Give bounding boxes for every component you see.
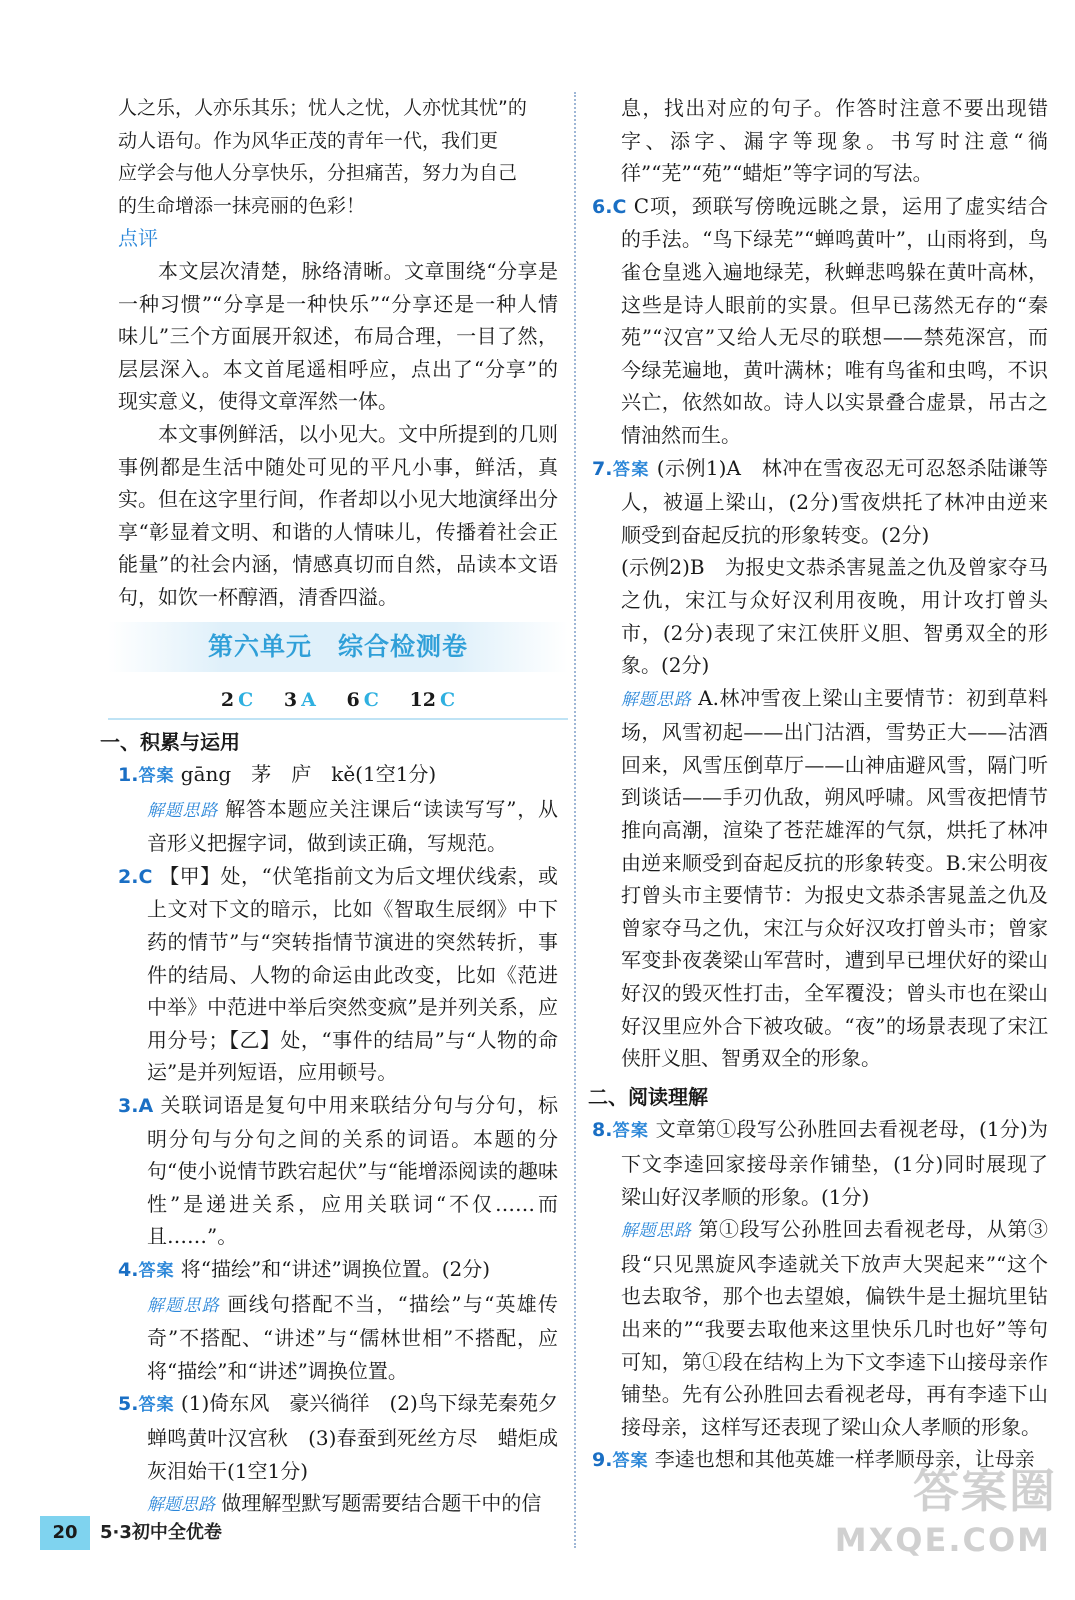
question-number: 5.	[118, 1393, 139, 1416]
answer-item-7	[592, 452, 1048, 552]
answer-text: 关联词语是复句中用来联结分句与分句，标明分句与分句之间的关系的词语。本题的分句“使小说情节跌宕起伏”与“能增添阅读的趣味性”是递进关系，应用关联词“不仅……而且……”。	[147, 1093, 558, 1249]
answer-text: C项，颈联写傍晚远眺之景，运用了虚实结合的手法。“鸟下绿芜”“蝉鸣黄叶”，山雨将到，鸟雀仓皇逃入遍地绿芜，秋蝉悲鸣躲在黄叶高林，这些是诗人眼前的实景。但早已荡然无存的“秦苑”“汉宫”又给人无尽的联想——禁苑深宫，而今绿芜遍地，黄叶满林；唯有鸟雀和虫鸣，不识兴亡，依然如故。诗人以实景叠合虚景，吊古之情油然而生。	[621, 193, 1048, 447]
solution-text: 第①段写公孙胜回去看视老母，从第③段“只见黑旋风李逵就关下放声大哭起来”“这个也去取爷，那个也去望娘，偏铁牛是土掘坑里钻出来的”“我要去取他来这里快乐几时也好”等句可知，第①段在结构上为下文李逵下山接母亲作铺垫。先有公孙胜回去看视老母，再有李逵下山接母亲，这样写还表现了梁山众人孝顺的形象。	[621, 1217, 1049, 1439]
solution-text: A.林冲雪夜上梁山主要情节：初到草料场，风雪初起——出门沽酒，雪势正大——沽酒回来，风雪压倒草厅——山神庙避风雪，隔门听到谈话——手刃仇敌，朔风呼啸。风雪夜把情节推向高潮，渲染了苍茫雄浑的气氛，烘托了林冲由逆来顺受到奋起反抗的形象转变。B.宋公明夜打曾头市主要情节：为报史文恭杀害晁盖之仇及曾家夺马之仇，宋江与众好汉攻打曾头市；曾家军变卦夜袭梁山军营时，遭到早已埋伏好的梁山好汉的毁灭性打击，全军覆没；曾头市也在梁山好汉里应外合下被攻破。“夜”的场景表现了宋江侠肝义胆、智勇双全的形象。	[621, 685, 1048, 1071]
question-number: 8.	[592, 1119, 613, 1142]
answer-text: gāng 茅 庐 kě(1空1分)	[174, 762, 437, 787]
section-heading: 二、阅读理解	[588, 1084, 708, 1109]
answer-tag: 答案	[138, 766, 175, 787]
essay-line: 应学会与他人分享快乐，分担痛苦，努力为自己	[118, 162, 518, 185]
solution-8	[592, 1213, 1048, 1443]
watermark-mark: 答案圈	[913, 1464, 1057, 1518]
answer-text: (1)倚东风 豪兴徜徉 (2)鸟下绿芜秦苑夕 蝉鸣黄叶汉宫秋 (3)春蚕到死丝方尽 蜡炬成灰泪始干(1空1分)	[147, 1391, 578, 1483]
answer-item-4	[118, 1253, 558, 1288]
answer-tag: 答案	[612, 1451, 649, 1472]
answer-item-8	[592, 1113, 1048, 1213]
question-number: 4.	[118, 1259, 139, 1281]
answer-item-6	[592, 190, 1048, 452]
question-number: 6.C	[592, 195, 627, 218]
watermark-url: MXQE.COM	[834, 1521, 1051, 1559]
solution-text: 画线句搭配不当，“描绘”与“英雄传奇”不搭配、“讲述”与“儒林世相”不搭配，应将“描绘”和“讲述”调换位置。	[147, 1291, 559, 1383]
essay-line: 动人语句。作为风华正茂的青年一代，我们更	[118, 129, 499, 152]
answer-text: 【甲】处，“伏笔指前文为后文埋伏线索，或上文对下文的暗示，比如《智取生辰纲》中下药的情节”与“突转指情节演进的突然转折，事件的结局、人物的命运由此改变，比如《范进中举》中范进中举后突然变疯”是并列关系，应用分号；【乙】处，“事件的结局”与“人物的命运”是并列短语，应用顿号。	[147, 863, 558, 1085]
answer-tag: 答案	[138, 1261, 175, 1281]
column-divider	[574, 92, 576, 1548]
question-number: 7.	[592, 457, 613, 480]
answer-example-2: (示例2)B 为报史文恭杀害晁盖之仇及曾家夺马之仇，宋江与众好汉利用夜晚，用计攻打曾头市，(2分)表现了宋江侠肝义胆、智勇双全的形象。(2分)	[621, 555, 1048, 678]
score-question-number: 2	[220, 688, 235, 711]
book-title: 5·3初中全优卷	[100, 1522, 222, 1543]
essay-line: 人之乐，人亦乐其乐；忧人之忧，人亦忧其忧”的	[118, 97, 527, 119]
answer-item-2	[118, 860, 558, 1089]
watermark-logo	[834, 1455, 1057, 1575]
solution-text: 解答本题应关注课后“读读写写”，从音形义把握字词，做到读正确，写规范。	[147, 796, 559, 856]
review-label: 点评	[118, 226, 158, 251]
answer-text: 文章第①段写公孙胜回去看视老母，(1分)为下文李逵回家接母亲作铺垫，(1分)同时展现了梁山好汉孝顺的形象。(1分)	[621, 1117, 1049, 1209]
score-question-number: 3	[283, 688, 298, 711]
solution-tag: 解题思路	[147, 800, 219, 821]
question-number: 3.A	[118, 1095, 154, 1118]
score-question-number: 6	[346, 688, 360, 711]
left-column	[100, 92, 578, 1522]
score-answer-letter: C	[363, 688, 379, 711]
answer-tag: 答案	[612, 459, 650, 480]
answer-item-1	[118, 758, 558, 793]
solution-text: 做理解型默写题需要结合题干中的信	[215, 1491, 542, 1516]
solution-5-continued: 息，找出对应的句子。作答时注意不要出现错字、添字、漏字等现象。书写时注意“徜徉”“芜”“苑”“蜡炬”等字词的写法。	[621, 96, 1048, 186]
solution-4	[118, 1288, 558, 1388]
score-answer-letter: A	[301, 688, 316, 711]
review-paragraph: 本文事例鲜活，以小见大。文中所提到的几则事例都是生活中随处可见的平凡小事，鲜活，真实。但在这字里行间，作者却以小见大地演绎出分享“彰显着文明、和谐的人情味儿，传播着社会正能量”的社会内涵，情感真切而自然，品读本文语句，如饮一杯醇酒，清香四溢。	[118, 421, 558, 609]
answer-text: 李逵也想和其他英雄一样孝顺母亲，让母亲	[648, 1447, 1035, 1472]
answer-item-3	[118, 1089, 558, 1253]
unit-heading	[108, 622, 568, 672]
question-number: 9.	[592, 1449, 613, 1472]
question-number: 2.C	[118, 865, 153, 888]
solution-1	[118, 793, 558, 860]
page-footer	[40, 1516, 300, 1550]
score-question-number: 12	[409, 688, 436, 711]
solution-tag: 解题思路	[621, 1221, 692, 1242]
solution-tag: 解题思路	[621, 689, 692, 710]
score-answer-letter: C	[439, 688, 456, 711]
right-column	[588, 92, 1049, 1478]
score-row	[108, 682, 568, 720]
question-number: 1.	[118, 764, 139, 787]
answer-tag: 答案	[138, 1395, 175, 1416]
solution-tag: 解题思路	[147, 1495, 215, 1516]
section-heading: 一、积累与运用	[100, 729, 240, 754]
answer-item-5	[118, 1387, 578, 1487]
solution-7	[592, 682, 1048, 1075]
solution-tag: 解题思路	[147, 1295, 220, 1316]
answer-tag: 答案	[612, 1121, 650, 1142]
answer-text: (示例1)A 林冲在雪夜忍无可忍怒杀陆谦等人，被逼上梁山，(2分)雪夜烘托了林冲由逆来顺受到奋起反抗的形象转变。(2分)	[621, 455, 1048, 547]
page-number: 20	[40, 1516, 90, 1550]
essay-ending	[118, 92, 558, 222]
review-paragraph: 本文层次清楚，脉络清晰。文章围绕“分享是一种习惯”“分享是一种快乐”“分享还是一种人情味儿”三个方面展开叙述，布局合理，一目了然，层层深入。本文首尾遥相呼应，点出了“分享”的现实意义，使得文章浑然一体。	[118, 258, 558, 414]
score-answer-letter: C	[238, 688, 254, 711]
answer-text: 将“描绘”和“讲述”调换位置。(2分)	[174, 1257, 491, 1281]
unit-title: 第六单元 综合检测卷	[108, 622, 568, 672]
essay-line: 的生命增添一抹亮丽的色彩！	[118, 194, 366, 217]
